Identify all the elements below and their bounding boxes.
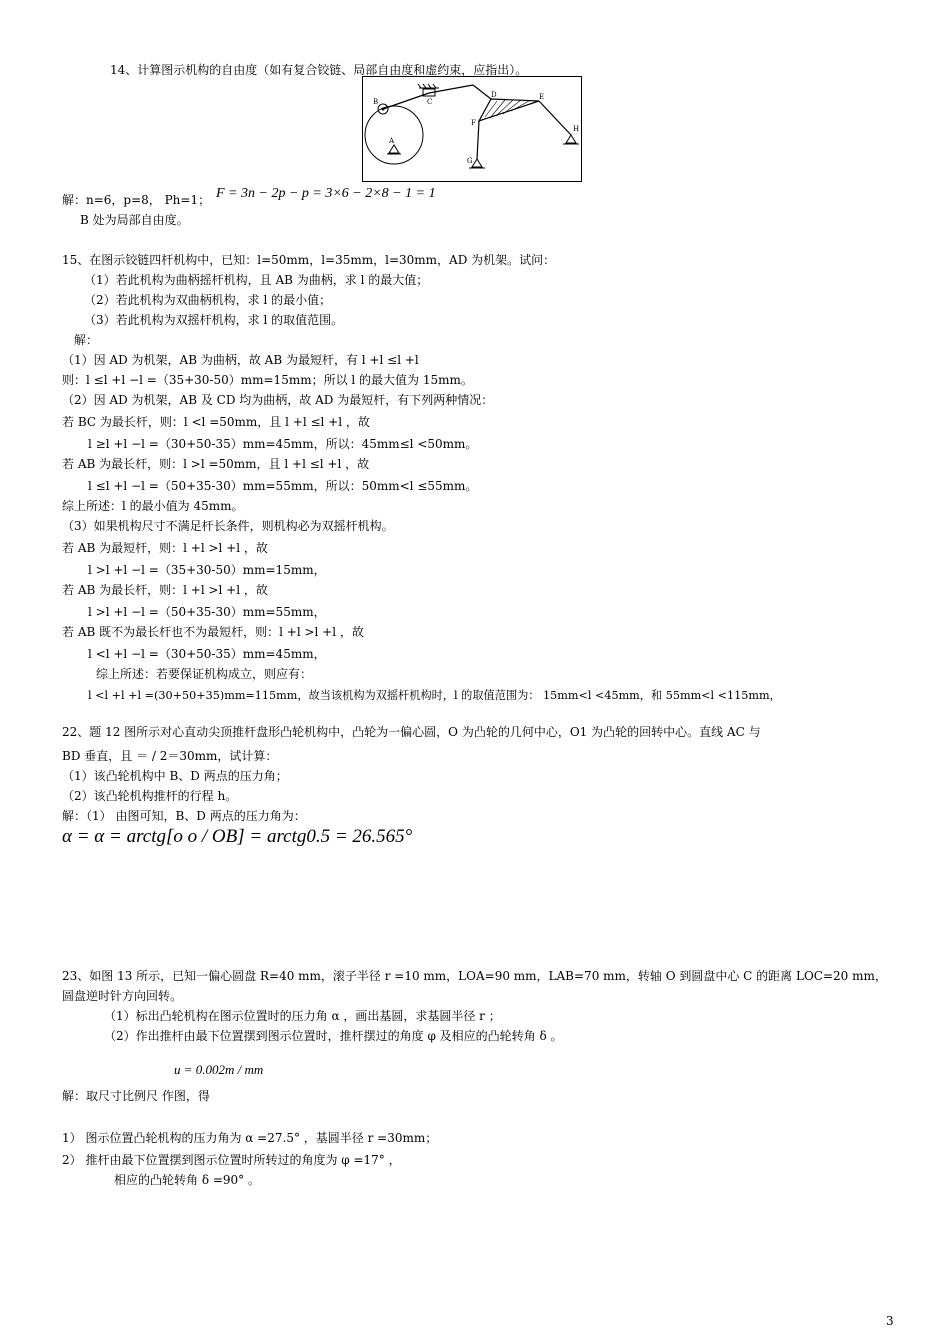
cam-disc: [365, 106, 423, 164]
q23-result-2: 2） 推杆由最下位置摆到图示位置时所转过的角度为 φ =17° ，: [62, 1153, 401, 1167]
q22-item-2: （2）该凸轮机构推杆的行程 h。: [62, 789, 238, 803]
q15-line: l >l +l −l =（35+30-50）mm=15mm，: [88, 563, 326, 577]
q15-line: 若 AB 为最长杆，则：l +l >l +l ，故: [62, 583, 268, 597]
q23-result-1: 1） 图示位置凸轮机构的压力角为 α =27.5° ，基圆半径 r =30mm；: [62, 1131, 438, 1145]
q23-line2: 圆盘逆时针方向回转。: [62, 989, 183, 1003]
q15-line: 若 AB 既不为最长杆也不为最短杆，则：l +l >l +l ，故: [62, 625, 364, 639]
q15-solution-label: 解：: [74, 333, 99, 347]
q14-title: 14、计算图示机构的自由度（如有复合铰链、局部自由度和虚约束，应指出）。: [110, 63, 528, 77]
q15-line: 综上所述：若要保证机构成立，则应有：: [96, 667, 313, 681]
q14-answer-line1: 解：n=6，p=8， Ph=1；: [62, 193, 211, 207]
q22-title: 22、题 12 图所示对心直动尖顶推杆盘形凸轮机构中，凸轮为一偏心圆，O 为凸轮的几何中心，O1 为凸轮的回转中心。直线 AC 与: [62, 725, 761, 739]
q15-line: （2）因 AD 为机架，AB 及 CD 均为曲柄，故 AD 为最短杆，有下列两种情况：: [62, 393, 494, 407]
q15-line: 若 BC 为最长杆，则：l <l =50mm，且 l +l ≤l +l ，故: [62, 415, 370, 429]
q15-line: 若 AB 为最长杆，则：l >l =50mm，且 l +l ≤l +l ，故: [62, 457, 370, 471]
q23-result-3: 相应的凸轮转角 δ =90° 。: [114, 1173, 260, 1187]
q22-line2: BD 垂直，且 ＝ / 2＝30mm，试计算：: [62, 749, 278, 763]
q15-line: 则：l ≤l +l −l =（35+30-50）mm=15mm；所以 l 的最大值为 15mm。: [62, 373, 473, 387]
page-number: 3: [886, 1314, 894, 1328]
q15-item-3: （3）若此机构为双摇杆机构，求 l 的取值范围。: [84, 313, 344, 327]
svg-text:D: D: [491, 91, 497, 99]
q14-answer-line2: B 处为局部自由度。: [80, 213, 189, 227]
svg-text:G: G: [467, 157, 473, 165]
svg-text:A: A: [389, 137, 395, 145]
q23-item-2: （2）作出推杆由最下位置摆到图示位置时，推杆摆过的角度 φ 及相应的凸轮转角 δ 。: [104, 1029, 563, 1043]
q15-line: （1）因 AD 为机架，AB 为曲柄，故 AB 为最短杆，有 l +l ≤l +l: [62, 353, 419, 367]
q15-item-2: （2）若此机构为双曲柄机构，求 l 的最小值；: [84, 293, 332, 307]
q23-item-1: （1）标出凸轮机构在图示位置时的压力角 α ，画出基圆，求基圆半径 r ；: [104, 1009, 501, 1023]
hatched-link: [479, 99, 539, 121]
svg-text:E: E: [539, 93, 545, 101]
q22-item-1: （1）该凸轮机构中 B、D 两点的压力角；: [62, 769, 288, 783]
q22-answer: 解：（1） 由图可知，B、D 两点的压力角为：: [62, 809, 306, 823]
q23-answer: 解：取尺寸比例尺 作图，得: [62, 1089, 210, 1103]
svg-text:F: F: [471, 119, 476, 127]
q15-line: l <l +l −l =（30+50-35）mm=45mm，: [88, 647, 326, 661]
q15-line: 综上所述：l 的最小值为 45mm。: [62, 499, 244, 513]
svg-text:C: C: [427, 98, 433, 106]
svg-text:H: H: [573, 125, 580, 133]
q14-formula: F = 3n − 2p − p = 3×6 − 2×8 − 1 = 1: [216, 186, 436, 201]
svg-text:B: B: [373, 98, 379, 106]
q15-item-1: （1）若此机构为曲柄摇杆机构，且 AB 为曲柄，求 l 的最大值；: [84, 273, 429, 287]
q15-line: l >l +l −l =（50+35-30）mm=55mm，: [88, 605, 326, 619]
q23-scale: u = 0.002m / mm: [174, 1062, 264, 1077]
q22-formula: α = α = arctg[o o / OB] = arctg0.5 = 26.565°: [62, 826, 413, 847]
q15-title: 15、在图示铰链四杆机构中，已知：l=50mm，l=35mm，l=30mm，AD 为机架。试问：: [62, 253, 556, 267]
q15-line: 若 AB 为最短杆，则：l +l >l +l ，故: [62, 541, 268, 555]
q15-line: l <l +l +l =(30+50+35)mm=115mm，故当该机构为双摇杆机构时，l 的取值范围为： 15mm<l <45mm，和 55mm<l <115mm，: [88, 689, 781, 702]
q23-title: 23、如图 13 所示，已知一偏心圆盘 R=40 mm，滚子半径 r =10 mm，LOA=90 mm，LAB=70 mm，转轴 O 到圆盘中心 C 的距离 LOC=20 mm，: [62, 969, 887, 983]
q15-line: （3）如果机构尺寸不满足杆长条件，则机构必为双摇杆机构。: [62, 519, 394, 533]
q15-line: l ≤l +l −l =（50+35-30）mm=55mm，所以：50mm<l ≤55mm。: [88, 479, 478, 493]
q15-line: l ≥l +l −l =（30+50-35）mm=45mm，所以：45mm≤l <50mm。: [88, 437, 478, 451]
q14-mechanism-figure: [362, 76, 582, 182]
